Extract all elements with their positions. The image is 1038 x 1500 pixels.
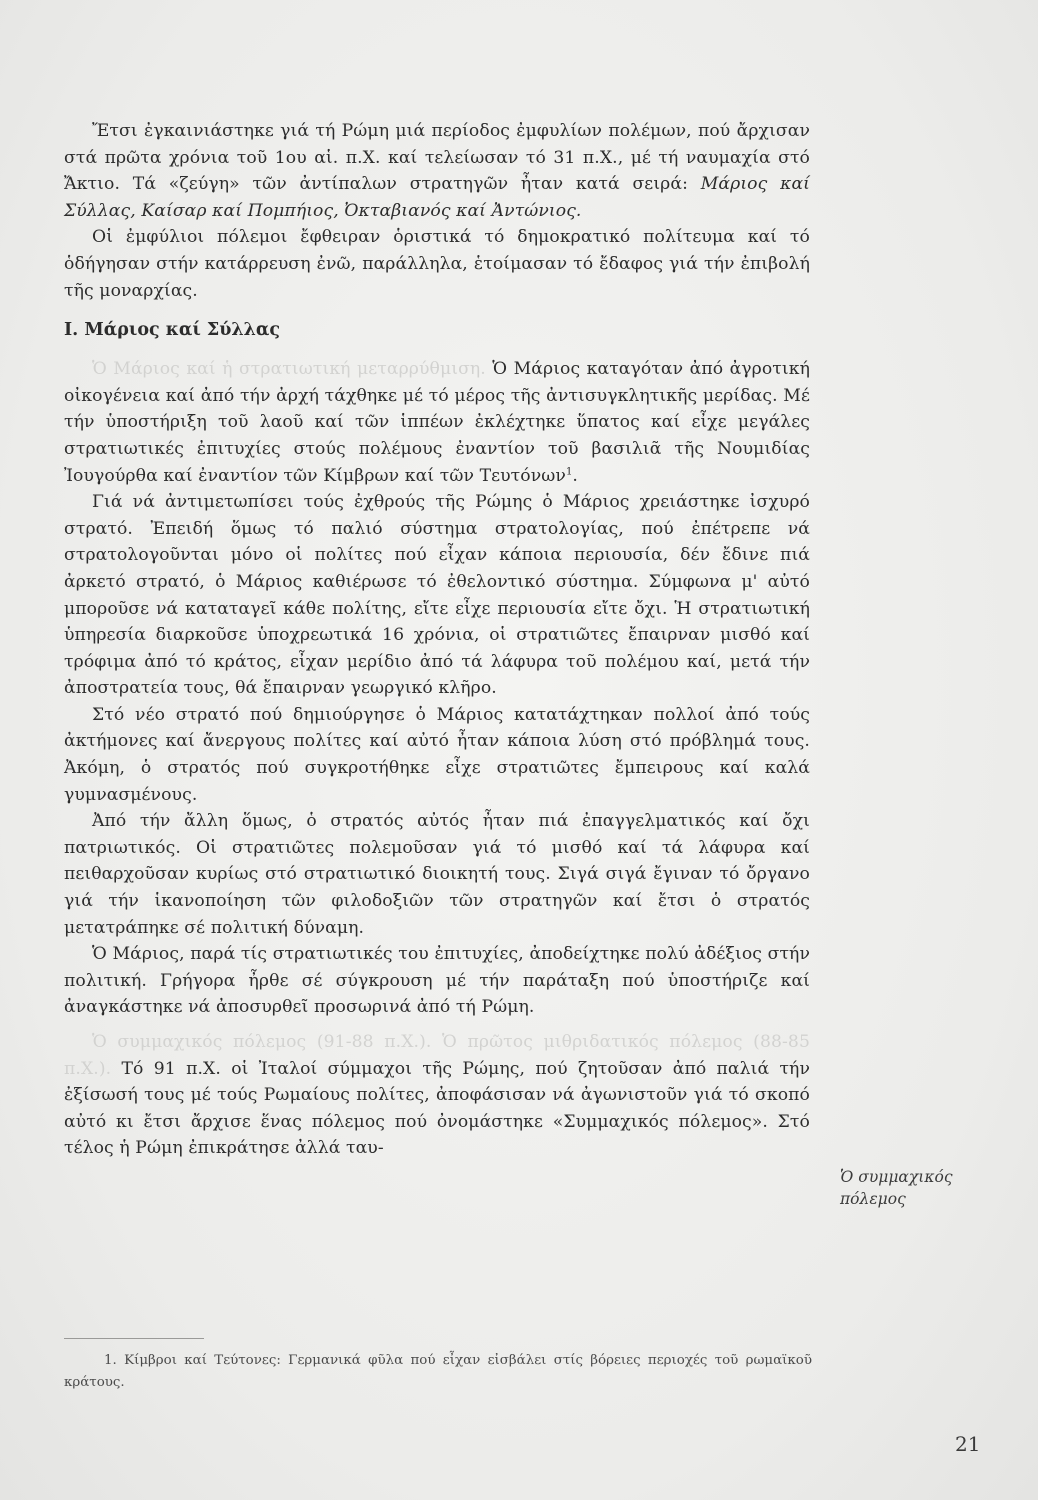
main-text-column	[64, 118, 810, 1162]
section-text-1: Ὁ Μάριος καταγόταν ἀπό ἀγροτική οἰκογένεια καί ἀπό τήν ἀρχή τάχθηκε μέ τό μέρος τῆς ἀντισυγκλητικῆς μερίδας. Μέ τήν ὑποστήριξη τοῦ λαοῦ καί τῶν ἱππέων ἐκλέχτηκε ὕπατος καί εἶχε μεγάλες στρατιωτικές ἐπιτυχίες στούς πολέμους ἐναντίον τοῦ βασιλιᾶ τῆς Νουμιδίας Ἰουγούρθα καί ἐναντίον τῶν Κίμβρων καί τῶν Τευτόνων	[64, 359, 810, 486]
footnote-ref: 1	[565, 465, 573, 477]
intro-paragraph-2: Οἱ ἐμφύλιοι πόλεμοι ἔφθειραν ὁριστικά τό δημοκρατικό πολίτευμα καί τό ὁδήγησαν στήν κατάρρευση ἐνῶ, παράλληλα, ἑτοίμασαν τό ἔδαφος γιά τήν ἐπιβολή τῆς μοναρχίας.	[64, 227, 810, 301]
margin-note-line-2: πόλεμος	[840, 1190, 906, 1208]
section-text-6: Τό 91 π.Χ. οἱ Ἰταλοί σύμμαχοι τῆς Ρώμης, πού ζητοῦσαν ἀπό παλιά τήν ἐξίσωσή τους μέ τούς Ρωμαίους πολίτες, ἀποφάσισαν νά ἀγωνιστοῦν γιά τό σκοπό αὐτό κι ἔτσι ἄρχισε ἕνας πόλεμος πού ὀνομάστηκε «Συμμαχικός πόλεμος». Στό τέλος ἡ Ρώμη ἐπικράτησε ἀλλά ταυ-	[64, 1058, 810, 1159]
section-paragraph-4: Ἀπό τήν ἄλλη ὅμως, ὁ στρατός αὐτός ἦταν πιά ἐπαγγελματικός καί ὄχι πατριωτικός. Οἱ στρατιῶτες πολεμοῦσαν γιά τό μισθό καί τά λάφυρα καί πειθαρχοῦσαν κυρίως στό στρατιωτικό διοικητή τους. Σιγά σιγά ἔγιναν τό ὄργανο γιά τήν ἱκανοποίηση τῶν φιλοδοξιῶν τῶν στρατηγῶν καί ἔτσι ὁ στρατός μετατράπηκε σέ πολιτική δύναμη.	[64, 811, 810, 938]
section-paragraph-2: Γιά νά ἀντιμετωπίσει τούς ἐχθρούς τῆς Ρώμης ὁ Μάριος χρειάστηκε ἰσχυρό στρατό. Ἐπειδή ὅμως τό παλιό σύστημα στρατολογίας, πού ἐπέτρεπε νά στρατολογοῦνται μόνο οἱ πολίτες πού εἶχαν κάποια περιουσία, δέν ἔδινε πιά ἀρκετό στρατό, ὁ Μάριος καθιέρωσε τό ἐθελοντικό σύστημα. Σύμφωνα μ' αὐτό μποροῦσε νά καταταγεῖ κάθε πολίτης, εἴτε εἶχε περιουσία εἴτε ὄχι. Ἡ στρατιωτική ὑπηρεσία διαρκοῦσε ὑποχρεωτικά 16 χρόνια, οἱ στρατιῶτες ἔπαιρναν μισθό καί τρόφιμα ἀπό τό κράτος, εἶχαν μερίδιο ἀπό τά λάφυρα τοῦ πολέμου καί, μετά τήν ἀποστρατεία τους, θά ἔπαιρναν γεωργικό κλῆρο.	[64, 492, 810, 699]
section-paragraph-6	[64, 1029, 810, 1162]
section-paragraph-3: Στό νέο στρατό πού δημιούργησε ὁ Μάριος κατατάχτηκαν πολλοί ἀπό τούς ἀκτήμονες καί ἄνεργους πολίτες καί αὐτό ἦταν κάποια λύση στό πρόβλημά τους. Ἀκόμη, ὁ στρατός πού συγκροτήθηκε εἶχε στρατιῶτες ἔμπειρους καί καλά γυμνασμένους.	[64, 704, 810, 805]
section-heading: I. Μάριος καί Σύλλας	[64, 320, 281, 341]
section-paragraph-1	[64, 356, 810, 489]
faded-subheading-2: Ὁ συμμαχικός πόλεμος (91-88 π.Χ.). Ὁ πρῶτος μιθριδατικός πόλεμος (88-85 π.Χ.).	[64, 1032, 810, 1079]
footnote-divider	[64, 1338, 204, 1339]
footnote: 1. Κίμβροι καί Τεύτονες: Γερμανικά φῦλα πού εἶχαν εἰσβάλει στίς βόρειες περιοχές τοῦ ρωμαϊκοῦ κράτους.	[64, 1353, 812, 1390]
faded-subheading: Ὁ Μάριος καί ἡ στρατιωτική μεταρρύθμιση.	[92, 359, 486, 380]
intro-paragraph-1	[64, 118, 810, 224]
section-paragraph-5: Ὁ Μάριος, παρά τίς στρατιωτικές του ἐπιτυχίες, ἀποδείχτηκε πολύ ἀδέξιος στήν πολιτική. Γρήγορα ἦρθε σέ σύγκρουση μέ τήν παράταξη πού ὑποστήριζε καί ἀναγκάστηκε νά ἀποσυρθεῖ προσωρινά ἀπό τή Ρώμη.	[64, 944, 810, 1018]
page-number: 21	[955, 1432, 981, 1456]
margin-note-line-1: Ὁ συμμαχικός	[840, 1168, 953, 1186]
intro-names: Μάριος καί Σύλλας, Καίσαρ καί Πομπήιος, Ὀκταβιανός καί Ἀντώνιος.	[64, 174, 810, 221]
intro-text: Ἔτσι ἐγκαινιάστηκε γιά τή Ρώμη μιά περίοδος ἐμφυλίων πολέμων, πού ἄρχισαν στά πρῶτα χρόνια τοῦ 1ου αἱ. π.Χ. καί τελείωσαν τό 31 π.Χ., μέ τή ναυμαχία στό Ἄκτιο. Τά «ζεύγη» τῶν ἀντίπαλων στρατηγῶν ἦταν κατά σειρά:	[64, 121, 810, 195]
margin-note	[840, 1166, 990, 1210]
section-text-1-end: .	[572, 465, 578, 486]
